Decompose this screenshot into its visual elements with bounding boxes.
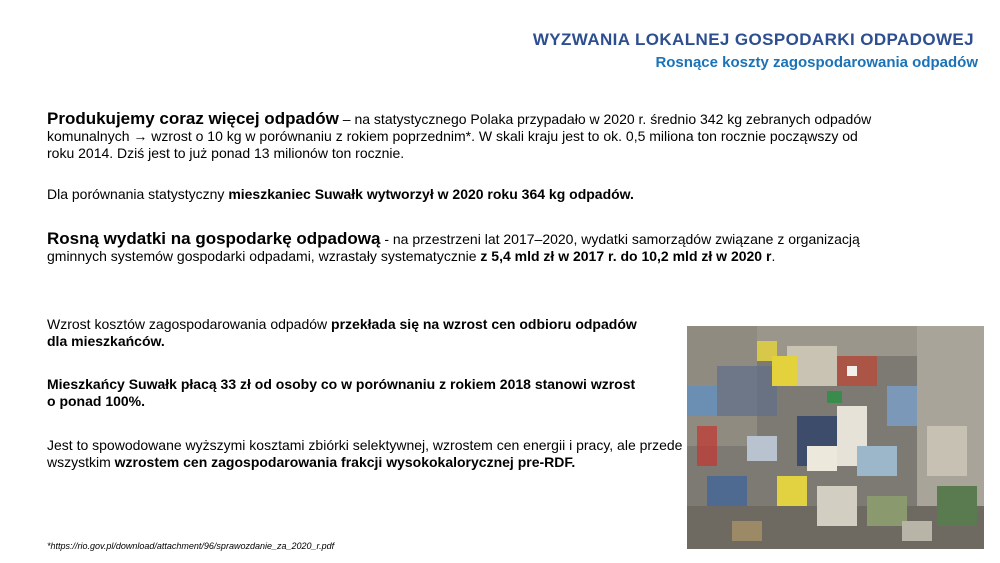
paragraph-price-increase xyxy=(47,316,657,350)
paragraph-expenses xyxy=(47,230,907,265)
paragraph-fee-bold: Mieszkańcy Suwałk płacą 33 zł od osoby co w porównaniu z rokiem 2018 stanowi wzrost o ponad 100%. xyxy=(47,376,636,409)
waste-bales-photo xyxy=(687,326,984,549)
paragraph-suwalki-comparison-text: Dla porównania statystyczny xyxy=(47,186,229,202)
paragraph-reasons-bold: wzrostem cen zagospodarowania frakcji wysokokalorycznej pre-RDF. xyxy=(114,454,576,470)
paragraph-reasons-text: Jest to spowodowane wyższymi kosztami zbiórki selektywnej, wzrostem cen energii i pracy, ale przede wszystkim xyxy=(47,437,683,470)
paragraph-suwalki-comparison-bold: mieszkaniec Suwałk wytworzył w 2020 roku 364 kg odpadów. xyxy=(228,186,634,202)
footnote-source: *https://rio.gov.pl/download/attachment/96/sprawozdanie_za_2020_r.pdf xyxy=(47,541,335,551)
paragraph-waste-growth-text: – na statystycznego Polaka przypadało w 2020 r. średnio 342 kg zebranych odpadów komunalnych → wzrost o 10 kg w porównaniu z rokiem poprzednim*. W skali kraju jest to ok. 0,5 miliona ton rocznie począwszy od roku 2014. Dziś jest to już ponad 13 milionów ton rocznie. xyxy=(47,111,872,161)
waste-bales-icon xyxy=(687,326,984,549)
paragraph-expenses-lead: Rosną wydatki na gospodarkę odpadową xyxy=(47,229,381,248)
slide-title: WYZWANIA LOKALNEJ GOSPODARKI ODPADOWEJ xyxy=(532,30,974,49)
paragraph-expenses-end: . xyxy=(771,248,776,264)
slide-subtitle: Rosnące koszty zagospodarowania odpadów xyxy=(655,54,978,71)
paragraph-price-increase-bold: przekłada się na wzrost cen odbioru odpadów dla mieszkańców. xyxy=(47,316,637,349)
paragraph-waste-growth xyxy=(47,110,877,162)
paragraph-suwalki-comparison xyxy=(47,186,867,203)
paragraph-reasons xyxy=(47,437,687,471)
paragraph-expenses-bold: z 5,4 mld zł w 2017 r. do 10,2 mld zł w 2020 r xyxy=(480,248,772,264)
paragraph-waste-growth-lead: Produkujemy coraz więcej odpadów xyxy=(47,109,339,128)
paragraph-price-increase-text: Wzrost kosztów zagospodarowania odpadów xyxy=(47,316,332,332)
paragraph-fee xyxy=(47,376,647,410)
paragraph-expenses-text: - na przestrzeni lat 2017–2020, wydatki samorządów związane z organizacją gminnych systemów gospodarki odpadami, wzrastały systematycznie xyxy=(47,231,860,264)
